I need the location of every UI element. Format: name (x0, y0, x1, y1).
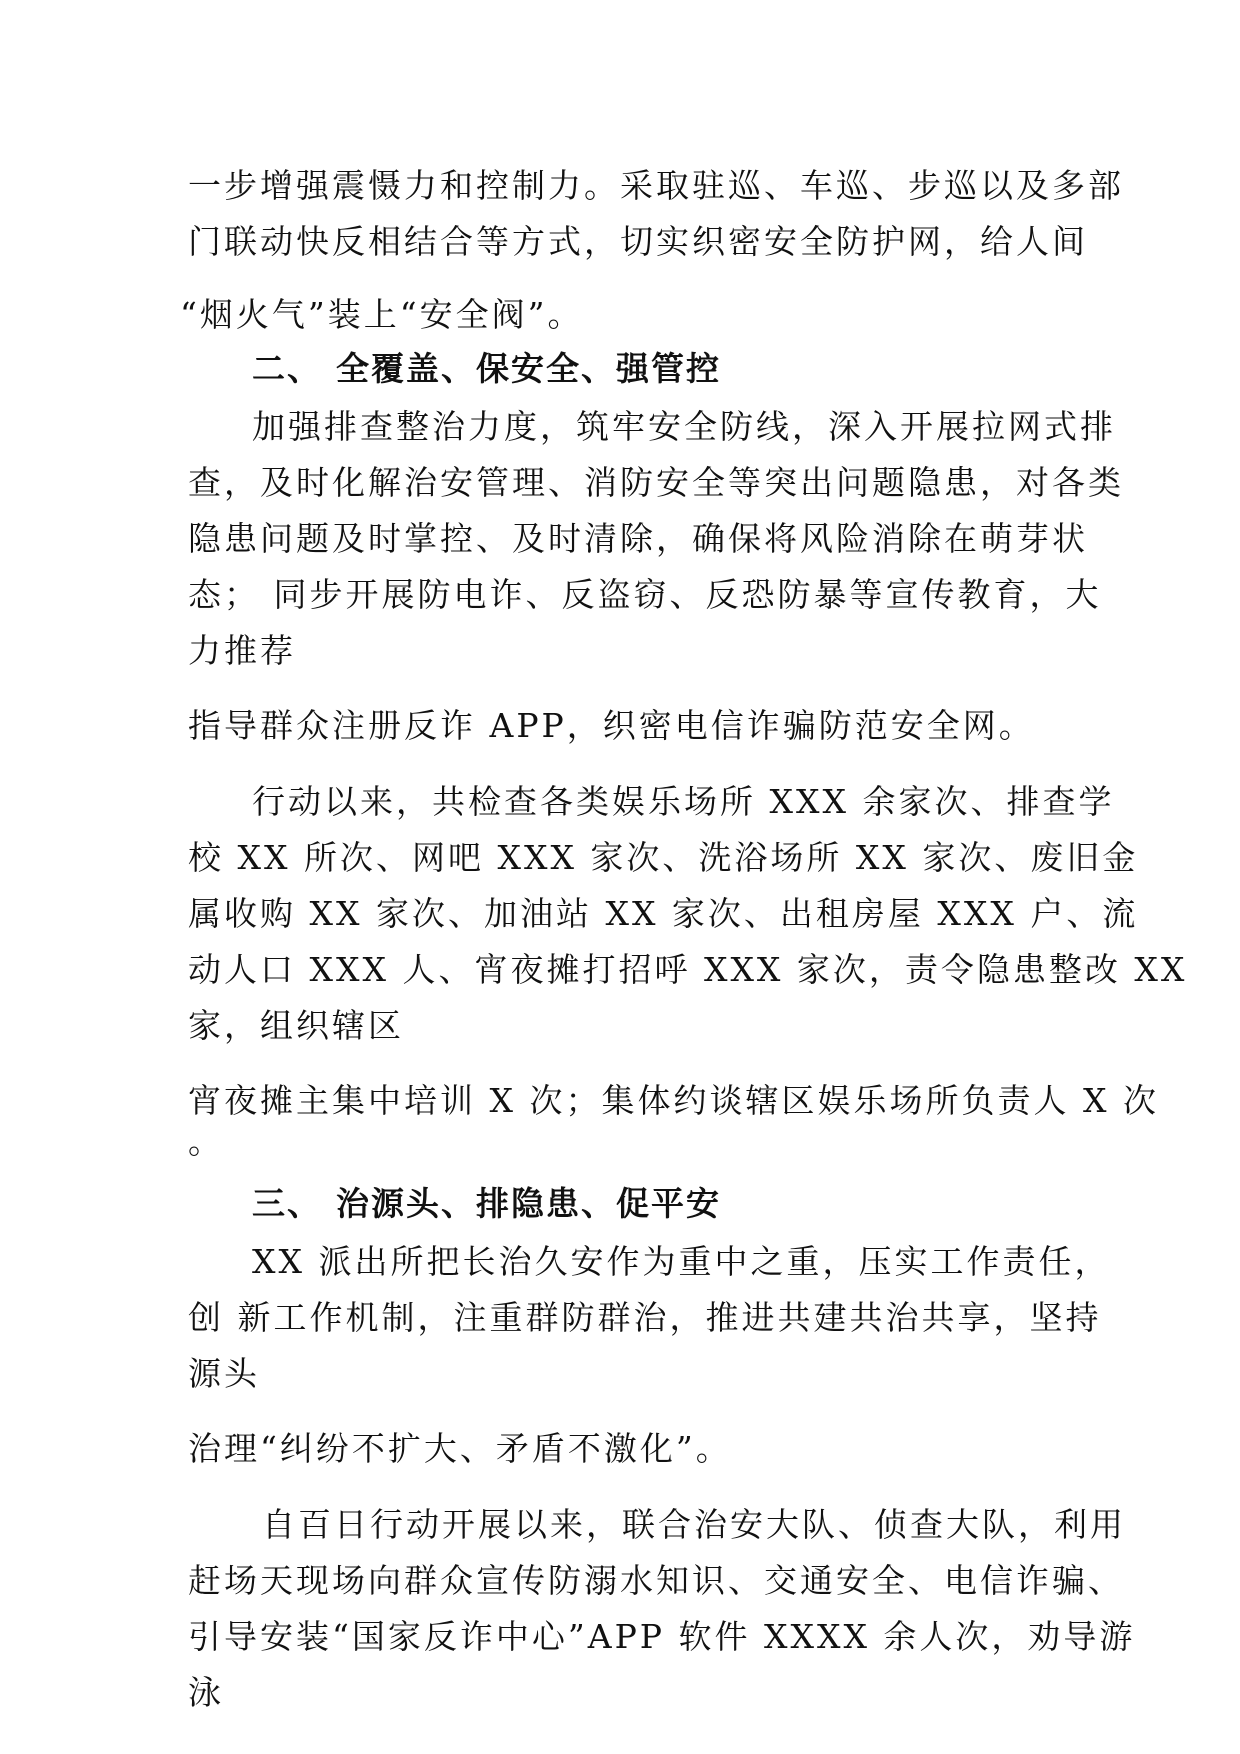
section-number: 三、 (252, 1184, 322, 1223)
text-line: 赶场天现场向群众宣传防溺水知识、交通安全、电信诈骗、 (188, 1561, 1124, 1600)
text-line: 门联动快反相结合等方式，切实织密安全防护网，给人间 (188, 222, 1088, 261)
text-line: 属收购 XX 家次、加油站 XX 家次、出租房屋 XXX 户、流 (188, 894, 1139, 933)
text-line: “烟火气”装上“安全阀”。 (180, 295, 584, 334)
text-line: 家，组织辖区 (188, 1006, 404, 1045)
text-line: 行动以来，共检查各类娱乐场所 XXX 余家次、排查学 (252, 782, 1115, 821)
text-line: 力推荐 (188, 631, 296, 670)
text-line: 态； 同步开展防电诈、反盗窃、反恐防暴等宣传教育，大 (188, 575, 1102, 614)
text-line: 宵夜摊主集中培训 X 次；集体约谈辖区娱乐场所负责人 X 次 (188, 1081, 1159, 1120)
text-line: 查，及时化解治安管理、消防安全等突出问题隐患，对各类 (188, 463, 1124, 502)
section-title: 治源头、排隐患、促平安 (336, 1184, 721, 1223)
text-line: 一步增强震慑力和控制力。采取驻巡、车巡、步巡以及多部 (188, 166, 1124, 205)
text-line: 隐患问题及时掌控、及时清除，确保将风险消除在萌芽状 (188, 519, 1088, 558)
text-line: 动人口 XXX 人、宵夜摊打招呼 XXX 家次，责令隐患整改 XX (188, 950, 1188, 989)
section-heading-3 (252, 1184, 721, 1224)
text-line: 创 新工作机制，注重群防群治，推进共建共治共享，坚持 (188, 1298, 1102, 1337)
section-number: 二、 (252, 349, 322, 388)
text-line: 加强排查整治力度，筑牢安全防线，深入开展拉网式排 (252, 407, 1116, 446)
section-title: 全覆盖、保安全、强管控 (336, 349, 721, 388)
text-line: 指导群众注册反诈 APP，织密电信诈骗防范安全网。 (188, 706, 1035, 745)
text-line: 自百日行动开展以来，联合治安大队、侦查大队，利用 (262, 1505, 1126, 1544)
text-line: 引导安装“国家反诈中心”APP 软件 XXXX 余人次，劝导游 (188, 1617, 1136, 1656)
text-line: 治理“纠纷不扩大、矛盾不激化”。 (188, 1429, 732, 1468)
text-line: 。 (188, 1122, 224, 1161)
text-line: 源头 (188, 1354, 260, 1393)
text-line: 泳 (188, 1673, 224, 1712)
text-line: 校 XX 所次、网吧 XXX 家次、洗浴场所 XX 家次、废旧金 (188, 838, 1139, 877)
section-heading-2 (252, 349, 721, 389)
text-line: XX 派出所把长治久安作为重中之重，压实工作责任， (252, 1242, 1111, 1281)
